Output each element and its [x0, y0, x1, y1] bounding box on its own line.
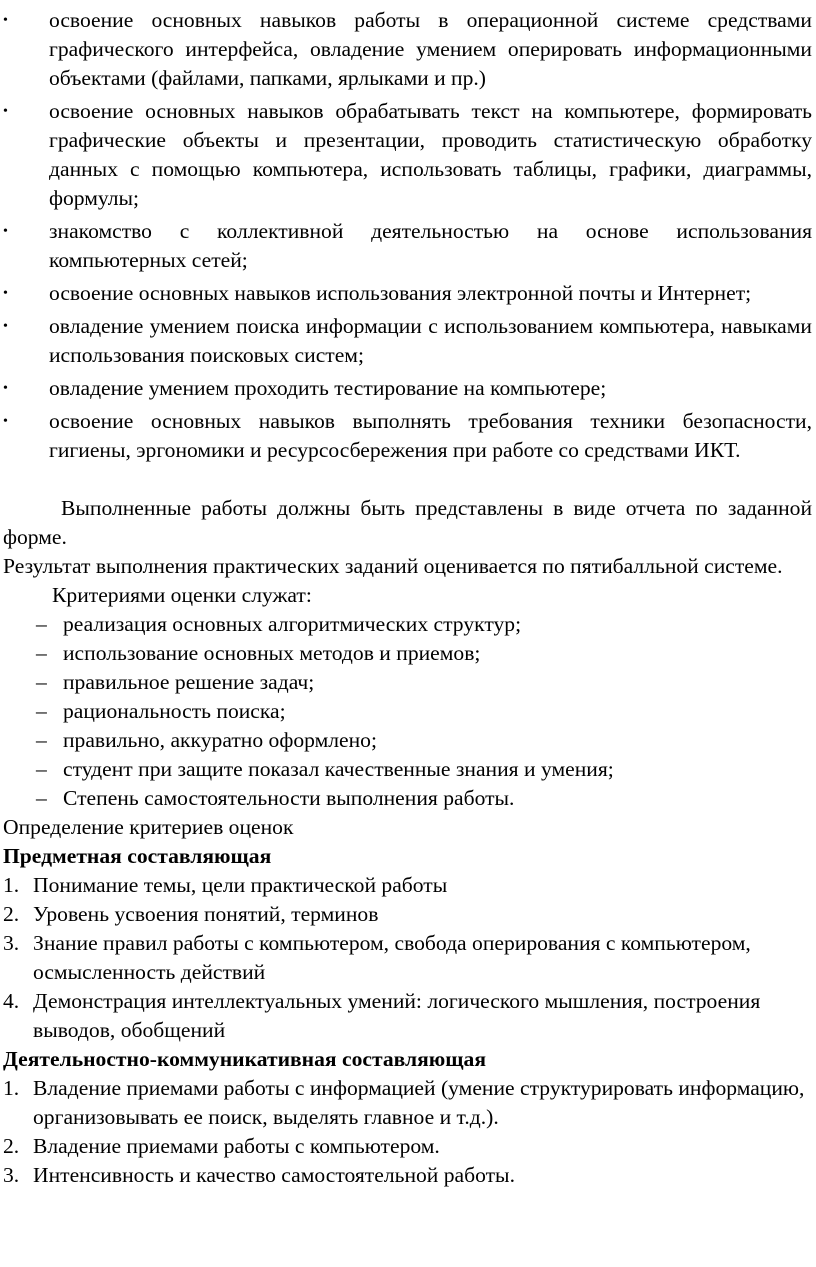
blank-line: [3, 465, 812, 494]
list-item: [3, 784, 812, 813]
bullet-icon: •: [3, 381, 8, 396]
list-item: [3, 1132, 812, 1161]
list-item: [3, 900, 812, 929]
item-number: 2.: [3, 1134, 20, 1158]
list-item: [3, 871, 812, 900]
item-text: Знание правил работы с компьютером, свобода оперирования с компьютером, осмысленность действий: [33, 931, 751, 984]
skills-bullet-list: [3, 6, 812, 465]
list-item: [3, 6, 812, 93]
bullet-icon: •: [3, 13, 8, 28]
bullet-text: овладение умением поиска информации с использованием компьютера, навыками использования поисковых систем;: [49, 314, 812, 367]
criteria-text: Степень самостоятельности выполнения работы.: [63, 786, 515, 810]
bullet-text: освоение основных навыков выполнять требования техники безопасности, гигиены, эргономики и ресурсосбережения при работе со средствами ИКТ.: [49, 409, 812, 462]
item-number: 1.: [3, 1076, 20, 1100]
dash-icon: –: [36, 612, 47, 636]
dash-icon: –: [36, 728, 47, 752]
bullet-text: освоение основных навыков работы в операционной системе средствами графического интерфейса, овладение умением оперировать информационными объектами (файлами, папками, ярлыками и пр.): [49, 8, 812, 90]
item-number: 1.: [3, 873, 20, 897]
list-item: [3, 639, 812, 668]
bullet-icon: •: [3, 286, 8, 301]
subject-numbered-list: [3, 871, 812, 1045]
item-text: Уровень усвоения понятий, терминов: [33, 902, 379, 926]
list-item: [3, 217, 812, 275]
subject-heading: Предметная составляющая: [3, 844, 272, 868]
list-item: [3, 929, 812, 987]
item-number: 4.: [3, 989, 20, 1013]
dash-icon: –: [36, 670, 47, 694]
list-item: [3, 1161, 812, 1190]
criteria-definition: Определение критериев оценок: [3, 815, 294, 839]
dash-icon: –: [36, 641, 47, 665]
activity-heading: Деятельностно-коммуникативная составляющая: [3, 1047, 487, 1071]
list-item: [3, 610, 812, 639]
criteria-text: правильно, аккуратно оформлено;: [63, 728, 377, 752]
criteria-text: реализация основных алгоритмических структур;: [63, 612, 522, 636]
item-text: Демонстрация интеллектуальных умений: логического мышления, построения выводов, обобщений: [33, 989, 761, 1042]
criteria-text: рациональность поиска;: [63, 699, 286, 723]
list-item: [3, 697, 812, 726]
bullet-icon: •: [3, 414, 8, 429]
bullet-icon: •: [3, 104, 8, 119]
bullet-text: освоение основных навыков обрабатывать текст на компьютере, формировать графические объекты и презентации, проводить статистическую обработку данных с помощью компьютера, использовать таблицы, графики, диаграммы, формулы;: [49, 99, 812, 210]
item-text: Интенсивность и качество самостоятельной работы.: [33, 1163, 515, 1187]
list-item: [3, 755, 812, 784]
list-item: [3, 97, 812, 213]
bullet-icon: •: [3, 224, 8, 239]
criteria-intro: Критериями оценки служат:: [52, 583, 312, 607]
list-item: [3, 407, 812, 465]
item-number: 3.: [3, 1163, 20, 1187]
report-paragraph: Выполненные работы должны быть представлены в виде отчета по заданной форме.: [3, 496, 812, 549]
criteria-text: правильное решение задач;: [63, 670, 315, 694]
list-item: [3, 668, 812, 697]
bullet-text: освоение основных навыков использования электронной почты и Интернет;: [49, 281, 752, 305]
list-item: [3, 987, 812, 1045]
criteria-text: студент при защите показал качественные знания и умения;: [63, 757, 614, 781]
bullet-icon: •: [3, 319, 8, 334]
item-number: 2.: [3, 902, 20, 926]
bullet-text: знакомство с коллективной деятельностью на основе использования компьютерных сетей;: [49, 219, 812, 272]
dash-icon: –: [36, 786, 47, 810]
list-item: [3, 1074, 812, 1132]
criteria-dash-list: [3, 610, 812, 813]
activity-numbered-list: [3, 1074, 812, 1190]
result-paragraph: Результат выполнения практических заданий оценивается по пятибалльной системе.: [3, 554, 783, 578]
item-number: 3.: [3, 931, 20, 955]
item-text: Владение приемами работы с компьютером.: [33, 1134, 440, 1158]
dash-icon: –: [36, 699, 47, 723]
item-text: Владение приемами работы с информацией (умение структурировать информацию, организовывать ее поиск, выделять главное и т.д.).: [33, 1076, 805, 1129]
dash-icon: –: [36, 757, 47, 781]
list-item: [3, 312, 812, 370]
list-item: [3, 374, 812, 403]
item-text: Понимание темы, цели практической работы: [33, 873, 448, 897]
bullet-text: овладение умением проходить тестирование на компьютере;: [49, 376, 607, 400]
criteria-text: использование основных методов и приемов;: [63, 641, 481, 665]
list-item: [3, 726, 812, 755]
list-item: [3, 279, 812, 308]
